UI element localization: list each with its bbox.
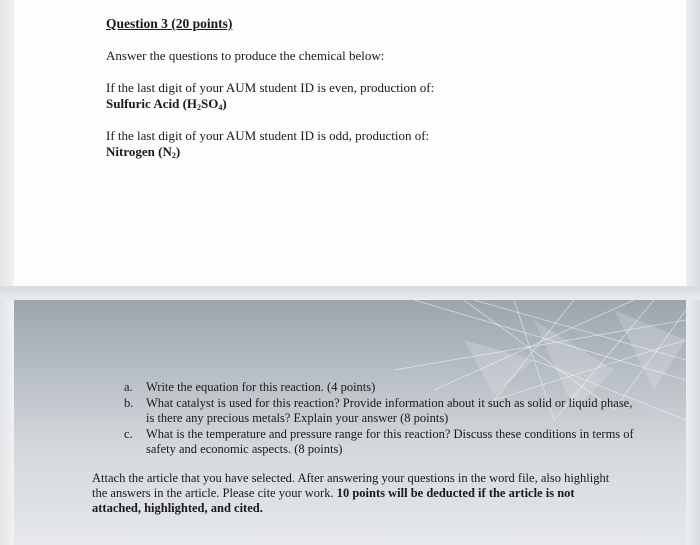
subquestion-c bbox=[106, 427, 636, 457]
subquestion-text: What catalyst is used for this reaction? Provide information about it such as solid or liquid phase, is there any precious metals? Explain your answer (8 points) bbox=[146, 396, 633, 425]
even-chemical: Sulfuric Acid $(H_2SO_4)$ bbox=[106, 96, 227, 112]
attach-text: Attach the article that you have selected. After answering your questions in the word file, also highlight the answers in the article. Please cite your work. bbox=[92, 471, 610, 500]
odd-id-instruction: If the last digit of your AUM student ID is odd, production of: bbox=[106, 128, 430, 143]
even-id-instruction: If the last digit of your AUM student ID is even, production of: bbox=[106, 80, 435, 95]
right-margin bbox=[686, 0, 700, 545]
subquestion-letter: c. bbox=[124, 427, 133, 441]
page-gap bbox=[0, 286, 700, 300]
document-page-bottom bbox=[14, 300, 686, 545]
subquestion-b bbox=[106, 396, 636, 426]
subquestion-text: Write the equation for this reaction. (4 points) bbox=[146, 380, 376, 394]
subquestion-list bbox=[106, 380, 636, 458]
subquestion-a bbox=[106, 380, 636, 395]
document-page-top bbox=[14, 0, 686, 287]
left-margin bbox=[0, 0, 14, 545]
attach-instructions bbox=[92, 471, 622, 516]
attach-penalty: 10 points will be deducted if the article is not attached, highlighted, and cited. bbox=[92, 486, 575, 515]
subquestion-text: What is the temperature and pressure range for this reaction? Discuss these conditions in terms of safety and economic aspects. (8 points) bbox=[146, 427, 634, 456]
question-intro: Answer the questions to produce the chemical below: bbox=[106, 48, 385, 63]
odd-chemical: Nitrogen $(N_2)$ bbox=[106, 144, 181, 160]
subquestion-letter: a. bbox=[124, 380, 133, 394]
subquestion-letter: b. bbox=[124, 396, 134, 410]
question-title: Question 3 (20 points) bbox=[106, 16, 233, 31]
